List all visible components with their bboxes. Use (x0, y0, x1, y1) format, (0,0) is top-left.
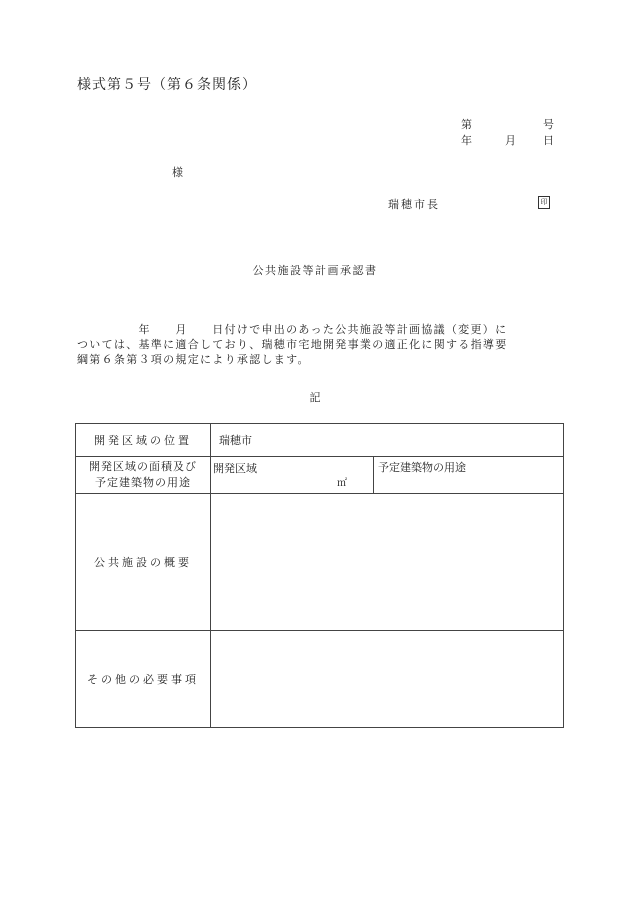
area-label-line1: 開発区域の面積及び (89, 460, 197, 473)
body-line-3: 綱第６条第３項の規定により承認します。 (77, 353, 310, 366)
date-day: 日 (543, 134, 554, 147)
area-label-line2: 予定建築物の用途 (95, 476, 191, 489)
details-table (75, 423, 564, 728)
date-month: 月 (505, 134, 516, 147)
facilities-label: 公共施設の概要 (76, 494, 211, 631)
area-cell (211, 457, 374, 494)
body-paragraph (77, 322, 555, 367)
seal-mark: 印 (538, 196, 550, 209)
area-unit: ㎡ (337, 478, 347, 489)
other-value (211, 631, 564, 728)
document-title: 公共施設等計画承認書 (252, 264, 378, 277)
row-location (76, 424, 564, 457)
body-line-1: 年 月 日付けで申出のあった公共施設等計画協議（変更）に (77, 323, 508, 336)
row-other (76, 631, 564, 728)
doc-number-go: 号 (543, 118, 554, 131)
location-value: 瑞穂市 (211, 424, 564, 457)
use-cell (374, 457, 564, 494)
issuer-name: 瑞穂市長 (388, 198, 440, 211)
area-sub-label: 開発区域 (213, 462, 257, 475)
location-label: 開発区域の位置 (76, 424, 211, 457)
row-facilities (76, 494, 564, 631)
other-label: その他の必要事項 (76, 631, 211, 728)
facilities-value (211, 494, 564, 631)
addressee-suffix: 様 (172, 166, 183, 179)
use-sub-label: 予定建築物の用途 (378, 461, 466, 474)
body-line-2: ついては、基準に適合しており、瑞穂市宅地開発事業の適正化に関する指導要 (77, 338, 508, 351)
row-area (76, 457, 564, 494)
date-year: 年 (461, 134, 472, 147)
area-label (76, 457, 211, 494)
doc-number-dai: 第 (461, 118, 472, 131)
form-number: 様式第５号（第６条関係） (77, 77, 257, 93)
ki-heading: 記 (309, 391, 321, 404)
